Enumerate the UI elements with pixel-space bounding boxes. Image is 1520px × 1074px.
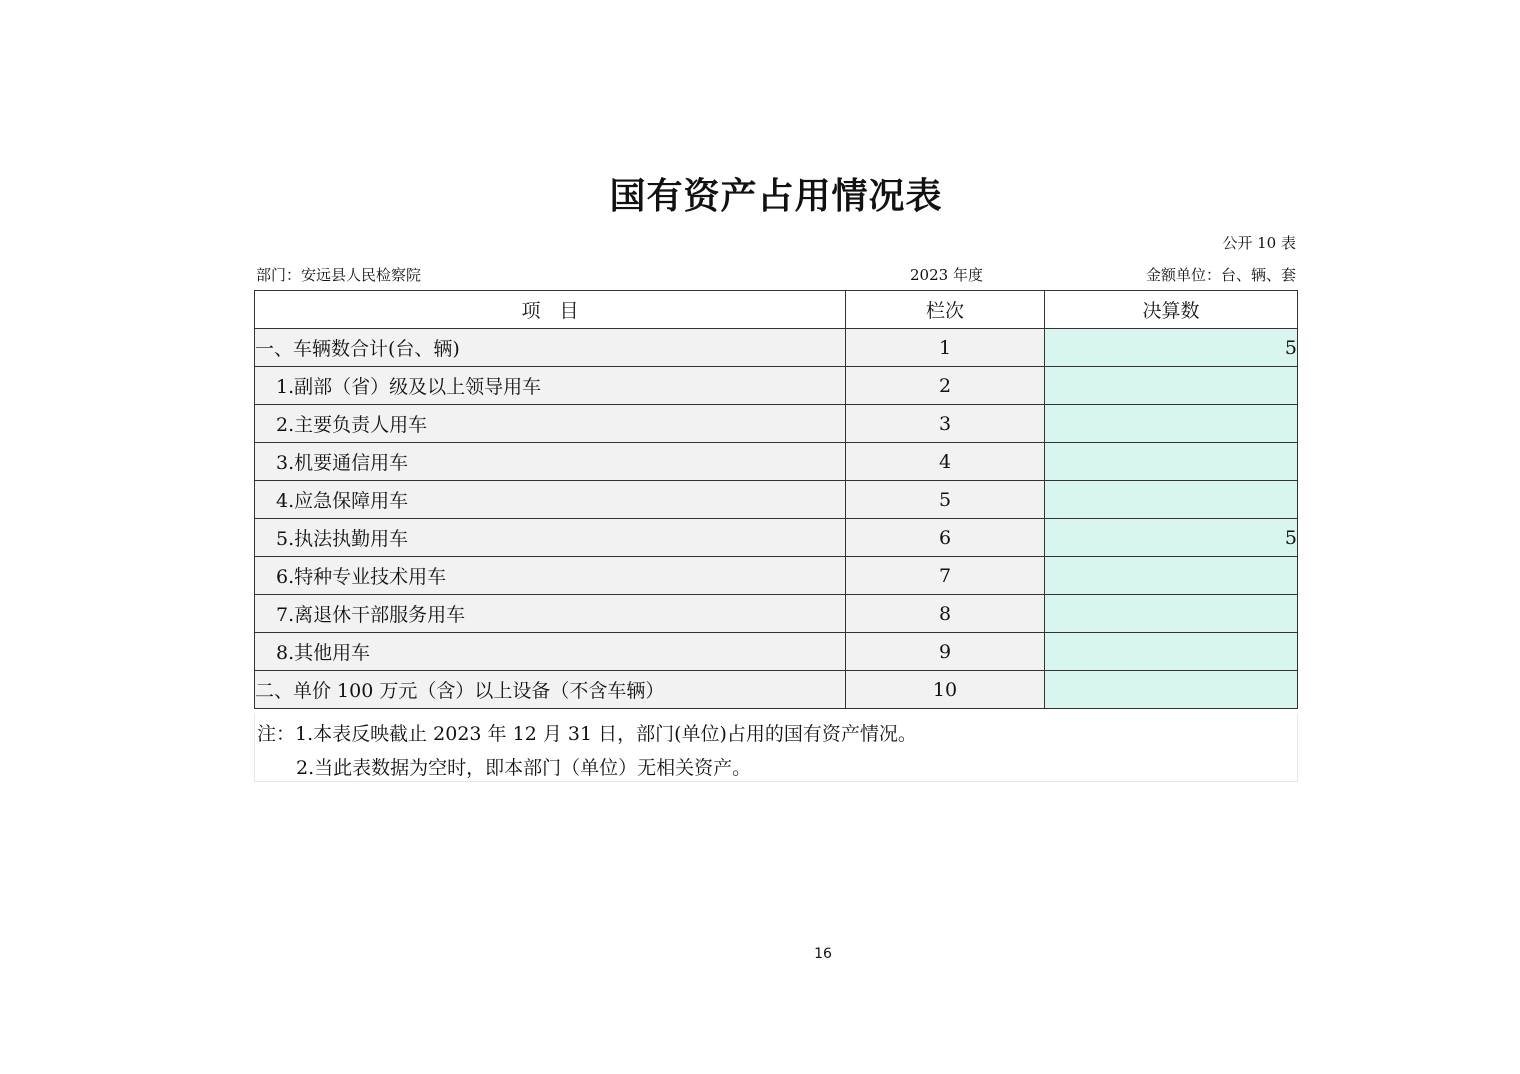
row-seq: 9 [846, 633, 1045, 671]
table-row [255, 671, 1298, 709]
row-item: 8.其他用车 [255, 633, 846, 671]
header-item: 项 目 [255, 291, 846, 329]
table-row [255, 481, 1298, 519]
row-value[interactable] [1045, 405, 1298, 443]
row-seq: 4 [846, 443, 1045, 481]
row-item: 6.特种专业技术用车 [255, 557, 846, 595]
page-title: 国有资产占用情况表 [609, 175, 943, 217]
table-header-row [255, 291, 1298, 329]
row-item: 3.机要通信用车 [255, 443, 846, 481]
row-value[interactable] [1045, 367, 1298, 405]
row-seq: 5 [846, 481, 1045, 519]
table-row [255, 329, 1298, 367]
note-line-2: 2.当此表数据为空时，即本部门（单位）无相关资产。 [296, 757, 752, 779]
table-notes [254, 713, 1298, 782]
table-row [255, 443, 1298, 481]
row-item: 1.副部（省）级及以上领导用车 [255, 367, 846, 405]
table-row [255, 633, 1298, 671]
row-value[interactable] [1045, 633, 1298, 671]
row-value[interactable]: 5 [1045, 519, 1298, 557]
note-line-1: 注：1.本表反映截止 2023 年 12 月 31 日，部门(单位)占用的国有资产情况。 [257, 723, 917, 745]
page-number: 16 [814, 946, 832, 962]
row-value[interactable] [1045, 481, 1298, 519]
row-seq: 7 [846, 557, 1045, 595]
row-value[interactable] [1045, 557, 1298, 595]
asset-table [254, 290, 1298, 709]
row-value[interactable]: 5 [1045, 329, 1298, 367]
row-seq: 6 [846, 519, 1045, 557]
row-item: 2.主要负责人用车 [255, 405, 846, 443]
row-seq: 8 [846, 595, 1045, 633]
row-value[interactable] [1045, 443, 1298, 481]
amount-unit-label: 金额单位：台、辆、套 [1145, 266, 1296, 284]
row-value[interactable] [1045, 595, 1298, 633]
row-seq: 3 [846, 405, 1045, 443]
fiscal-year-label: 2023 年度 [910, 266, 983, 284]
department-label: 部门：安远县人民检察院 [256, 266, 422, 284]
header-seq: 栏次 [846, 291, 1045, 329]
row-item: 二、单价 100 万元（含）以上设备（不含车辆） [255, 671, 846, 709]
table-row [255, 405, 1298, 443]
row-seq: 10 [846, 671, 1045, 709]
row-value[interactable] [1045, 671, 1298, 709]
header-value: 决算数 [1045, 291, 1298, 329]
row-item: 一、车辆数合计(台、辆) [255, 329, 846, 367]
row-item: 5.执法执勤用车 [255, 519, 846, 557]
row-seq: 2 [846, 367, 1045, 405]
row-item: 7.离退休干部服务用车 [255, 595, 846, 633]
table-row [255, 557, 1298, 595]
table-row [255, 519, 1298, 557]
table-row [255, 595, 1298, 633]
form-number: 公开 10 表 [1222, 234, 1296, 252]
table-row [255, 367, 1298, 405]
row-seq: 1 [846, 329, 1045, 367]
row-item: 4.应急保障用车 [255, 481, 846, 519]
